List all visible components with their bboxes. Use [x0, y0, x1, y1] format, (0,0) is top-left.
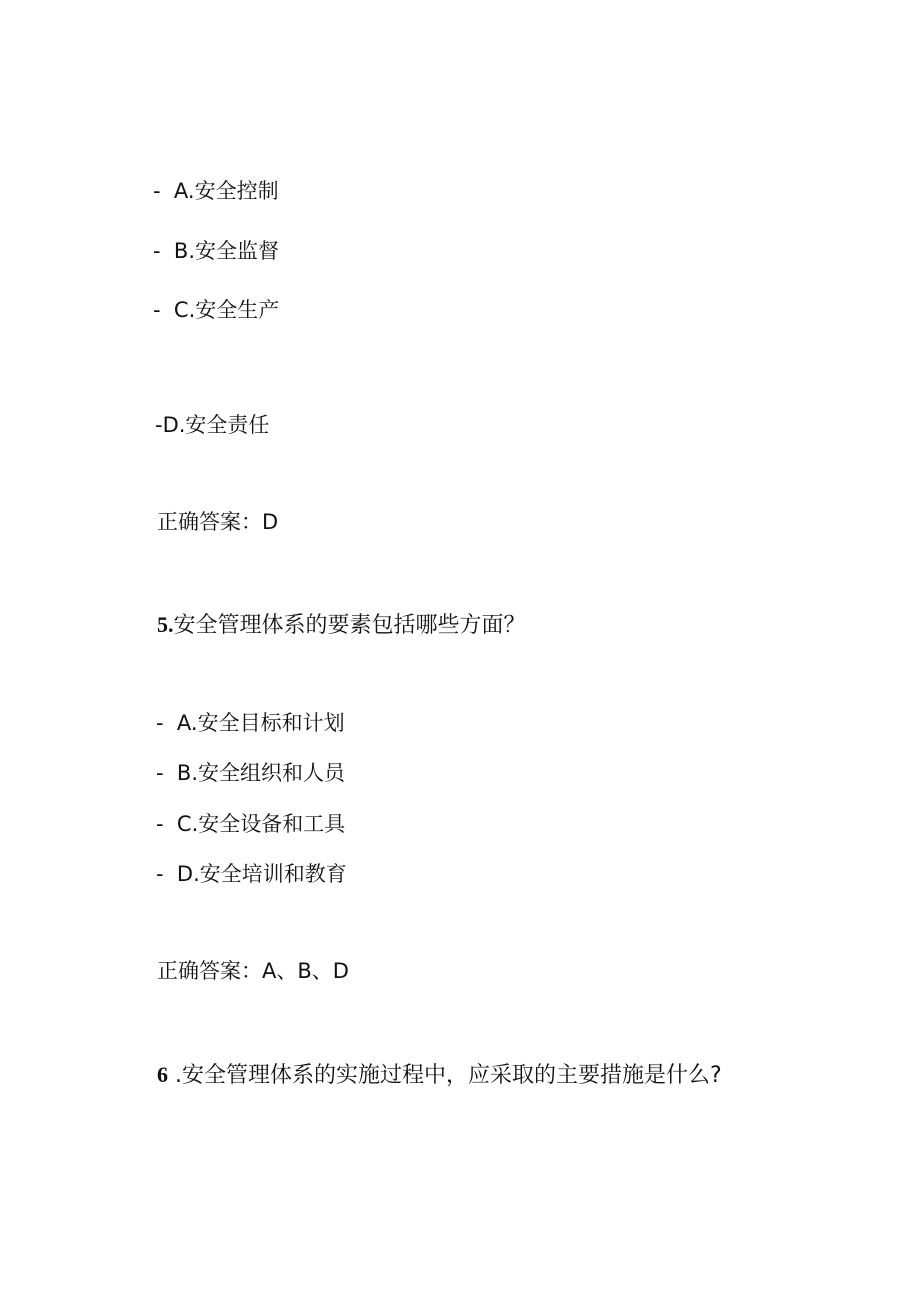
question-number: 5.: [157, 612, 174, 637]
answer-q4: 正确答案：D: [157, 510, 279, 534]
option-b: - B.安全组织和人员: [156, 761, 346, 785]
option-d: -D.安全责任: [155, 413, 270, 437]
option-a: - A.安全目标和计划: [156, 711, 345, 735]
option-d: - D.安全培训和教育: [156, 862, 347, 886]
option-c: - C.安全生产: [153, 298, 280, 322]
option-c: - C.安全设备和工具: [156, 812, 346, 836]
question-text: .安全管理体系的实施过程中，应采取的主要措施是什么?: [168, 1063, 722, 1088]
option-a: - A.安全控制: [153, 179, 279, 203]
question-text: 安全管理体系的要素包括哪些方面？: [173, 613, 526, 638]
option-b: - B.安全监督: [153, 239, 280, 263]
question-number: 6: [157, 1062, 168, 1087]
question-5-title: [157, 610, 526, 641]
question-6-title: [157, 1060, 722, 1091]
answer-q5: 正确答案：A、B、D: [157, 959, 349, 983]
